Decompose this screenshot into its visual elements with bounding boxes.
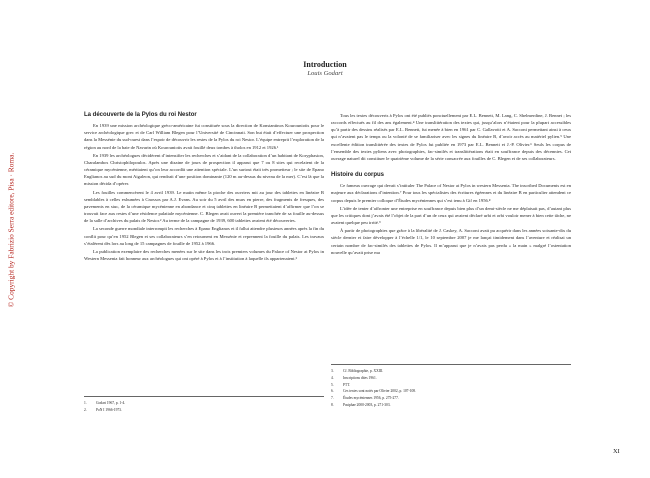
footnote <box>331 388 571 395</box>
footnote-number: 7. <box>331 396 334 401</box>
footnote-number: 6. <box>331 389 334 394</box>
paragraph: En 1939 les archéologues décidèrent d’intensifier les recherches et s’aidant de la collaboration d’un habitant de Koryphasion, Charalambos Christophilopoulos. Après une dizaine de jours de prospection il apparut que 7 ou 8 sites qui recelaient de la céramique mycénienne, méritaient qu’on leur accordât une attention spéciale. L’un surtout était très prometteur ; le site de Epano Englianos au sud du mont Aigaleon, qui rendrait d’une position dominante (120 m au-dessus du niveau de la mer). C’est là que la mission décida d’opérer. <box>84 152 324 187</box>
footnote-text: Études mycéniennes 1956, p. 275-277. <box>343 396 399 401</box>
left-footnotes <box>84 396 324 414</box>
paragraph: L’idée de tenter d’affronter une entreprise en souffrance depuis bien plus d’un demi-siècle ne me déplaisait pas, d’autant plus que les critiques dont j’avais été l’objet de la part d’un de ceux qui avaient déclaré urbi et orbi vouloir mener à bien cette tâche, ne avaient quelque peu irrité.⁹ <box>331 205 571 226</box>
paragraph: Ce fameux ouvrage qui devait s’intituler The Palace of Nestor at Pylos in western Messenia. The inscribed Documents est en majeure aux déclarations d’intention.⁷ Pour tous les spécialistes des écritures égéennes et du linéaire B en particulier attendent ce corpus depuis le premier colloque d’Études mycéniennes qui s’est tenu à Gif en 1956.⁸ <box>331 183 571 203</box>
paragraph: Les fouilles commencèrent le 4 avril 1939. Le matin même la pioche des ouvriers mit au jour des tablettes en linéaire B semblables à celles exhumées à Cnossos par A.J. Evans. Au soir du 5 avril des murs en pierre, des fragments de fresques, des pavements en stuc, de la céramique mycénienne en abondance et cinq tablettes en linéaire B permettaient d’affirmer que l’on se trouvait face aux restes d’une résidence palatiale mycénienne. C. Blegen avait ouvert la première tranchée de sa fouille au-dessus de la salle d’archives du palais de Nestor.² Au terme de la campagne de 1939, 600 tablettes avaient été découvertes. <box>84 189 324 224</box>
footnote <box>331 395 571 402</box>
footnote-text: Pasiphae 2000-2003, p. 271-303. <box>343 402 391 407</box>
footnote-number: 8. <box>331 402 334 407</box>
left-section-heading: La découverte de la Pylos du roi Nestor <box>84 112 197 118</box>
paragraph: La seconde guerre mondiale interrompit les recherches à Epano Englianos et il fallut attendre plusieurs années après la fin du conflit pour qu’en 1952 Blegen et ses collaborateurs s’en retournent en Messénie et reprennent la fouille du palais. Les travaux s’étalèrent dès lors au long de 15 campagnes de fouille de 1952 à 1966. <box>84 226 324 246</box>
footnote-number: 2. <box>84 407 87 412</box>
page-title: Introduction <box>303 60 347 69</box>
footnote <box>331 368 571 375</box>
paragraph: En 1939 une mission archéologique gréco-américaine fut constituée sous la direction de Konstantinos Kourouniotis pour le service archéologique grec et de Carl William Blegen pour l’Université de Cincinnati. Son but était d’effectuer une prospection dans la Messénie du sud-ouest dans l’espoir de découvrir les restes de la Pylos du roi Nestor. L’équipe entreprit l’exploration de la région au nord de la baie de Navarin où Kourouniotis avait fouillé deux tombes à tholos en 1912 et 1926.¹ <box>84 123 324 150</box>
footnote-text: PoN I 1966-1973. <box>96 407 122 412</box>
footnote-text: Ces textes sont notés par Olivier 2002, p. 107-108. <box>343 389 416 394</box>
footnote-number: 4. <box>331 375 334 380</box>
paragraph: La publication exemplaire des recherches menées sur le site dans les trois premiers volumes du Palace of Nestor at Pylos in Western Messenia fait honneur aux archéologues qui ont opéré à Pylos et à l’institution à laquelle ils appartenaient.³ <box>84 248 324 261</box>
paragraph: Tous les textes découverts à Pylos ont été publiés ponctuellement par E.L. Bennett, M. Lang, C. Shelmerdine, J. Bennet ; les raccords effectués au fil des ans également.⁴ Une translittération des textes qui, jusqu’alors n’étaient pour la plupart accessibles qu’à partir des dessins réalisés par E.L. Bennett, fut menée à bien en 1961 par C. Gallavotti et A. Sacconi permettant ainsi à ceux qui n’avaient pas le temps ou la volonté de se familiariser avec les signes du linéaire B, d’avoir accès au matériel pylien.⁵ Une excellente édition translittérée des textes de Pylos fut publiée en 1973 par E.L. Bennett et J.-P. Olivier.⁶ Seuls les corpus de l’ensemble des textes pyliens avec photographies, fac-similés et translittérations était en souffrance depuis des décennies. Cet ouvrage naturel dit constituer le quatrième volume de la série consacrée aux fouilles de C. Blegen et de ses collaborateurs. <box>331 113 571 161</box>
footnote-text: Inscriptions dites 1961. <box>343 375 377 380</box>
paragraph: À partir de photographies que grâce à la libéralité de J. Caskey, A. Sacconi avait pu acquérir dans les années soixante-dix du siècle dernier et faire développer à l’échelle 1/1, le 10 septembre 2007 je me lançai timidement dans l’aventure et réalisai un certain nombre de fac-similés des tablettes de Pylos. Il m’apparut que je n’avais pas perdu « la main » malgré l’ostentation nouvelle qu’avait prise ma <box>331 228 571 255</box>
left-column <box>84 112 324 263</box>
footnote-text: Cf. Bibliographie, p. XXIII. <box>343 369 384 373</box>
right-section-heading: Histoire du corpus <box>331 172 385 179</box>
right-column <box>331 112 571 257</box>
copyright-notice-strip <box>4 110 18 350</box>
page-author: Louis Godart <box>307 70 343 77</box>
footnote-text: Godart 1967, p. 1-4. <box>96 401 126 405</box>
footnote-text: PTT. <box>343 382 351 387</box>
footnote <box>84 407 324 414</box>
footnote <box>331 375 571 382</box>
page-number: XI <box>613 448 620 455</box>
footnote-number: 1. <box>84 401 87 405</box>
copyright-notice: © Copyright by Fabrizio Serra editore, Pisa · Roma. <box>6 152 16 308</box>
footnote-number: 3. <box>331 369 334 373</box>
footnote <box>331 382 571 389</box>
right-footnotes <box>331 364 571 409</box>
footnote <box>84 400 324 407</box>
footnote <box>331 402 571 409</box>
footnote-number: 5. <box>331 382 334 387</box>
